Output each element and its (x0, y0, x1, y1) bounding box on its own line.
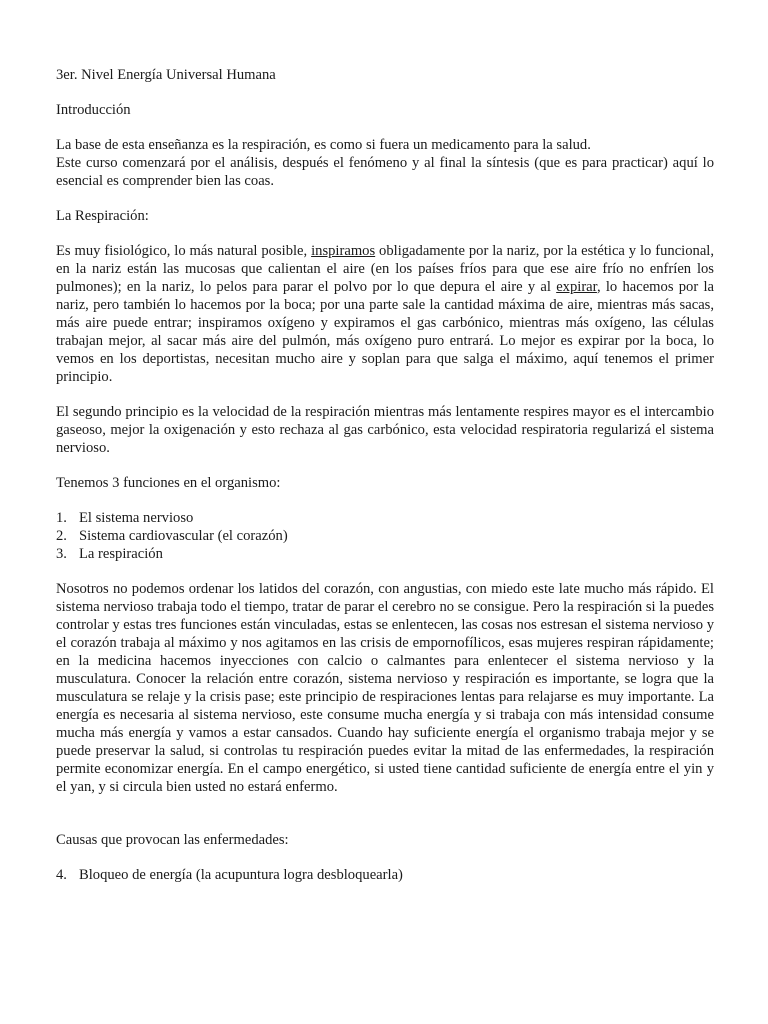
underlined-word-inspiramos: inspiramos (311, 243, 376, 259)
list-text: Bloqueo de energía (la acupuntura logra desbloquearla) (79, 867, 403, 883)
list-text: El sistema nervioso (79, 510, 194, 526)
intro-heading: Introducción (56, 102, 131, 118)
respiration-heading: La Respiración: (56, 208, 149, 224)
respiration-text-a: Es muy fisiológico, lo más natural posible, (56, 243, 312, 259)
underlined-word-expirar: expirar (556, 279, 597, 295)
functions-list (56, 509, 714, 563)
long-paragraph: Nosotros no podemos ordenar los latidos del corazón, con angustias, con miedo este late mucho más rápido. El sistema nervioso trabaja todo el tiempo, tratar de parar el cerebro no se consigue. Pero la respiración si la puedes controlar y estas tres funciones están vinculadas, estas se enlentecen, las cosas nos estresan el sistema nervioso y el corazón trabaja al máximo y nos agitamos en las crisis de empornofílicos, esas mujeres respiran rápidamente; en la medicina hacemos inyecciones con calcio o calmantes para enlentecer el sistema nervioso y la musculatura. Conocer la relación entre corazón, sistema nervioso y respiración es importante, se logra que la musculatura se relaje y la crisis pase; este principio de respiraciones lentas para relajarse es muy importante. La energía es necesaria al sistema nervioso, este consume mucha energía y si trabaja con más intensidad consume mucha más energía y vamos a estar cansados. Cuando hay suficiente energía el organismo trabaja mejor y se puede preservar la salud, si controlas tu respiración puedes evitar la mitad de las enfermedades, la respiración permite economizar energía. En el campo energético, si usted tiene cantidad suficiente de energía entre el yin y el yan, y si circula bien usted no estará enfermo. (56, 581, 714, 795)
spacer (56, 813, 714, 831)
respiration-text-b: obligadamente por la nariz, por la estética y lo funcional, en la nariz están las mucosas que calientan el aire (en los países fríos para que ese aire frío no enfríen los pulmones); en la nariz, lo pelos para parar el polvo por lo que depura el aire y al (56, 243, 714, 295)
list-text: Sistema cardiovascular (el corazón) (79, 528, 288, 544)
list-text: La respiración (79, 546, 163, 562)
list-item (56, 866, 714, 884)
document-title: 3er. Nivel Energía Universal Humana (56, 67, 276, 83)
second-principle-paragraph: El segundo principio es la velocidad de la respiración mientras más lentamente respires mayor es el intercambio gaseoso, mejor la oxigenación y esto rechaza al gas carbónico, esta velocidad respiratoria regularizá el sistema nervioso. (56, 404, 714, 456)
list-item (56, 527, 714, 545)
list-number: 2. (56, 528, 67, 544)
causes-list (56, 866, 714, 884)
list-item (56, 509, 714, 527)
intro-line-2: Este curso comenzará por el análisis, después el fenómeno y al final la síntesis (que es para practicar) aquí lo esencial es comprender bien las coas. (56, 155, 714, 189)
respiration-text-c: , lo hacemos por la nariz, pero también lo hacemos por la boca; por una parte sale la cantidad máxima de aire, mientras más sacas, más aire puede entrar; inspiramos oxígeno y expiramos el gas carbónico, mientras más oxígeno, las células trabajan mejor, al sacar más aire del pulmón, más oxígeno puro entrará. Lo mejor es expirar por la boca, lo vemos en los deportistas, necesitan mucho aire y soplan para que salga el máximo, aquí tenemos el primer principio. (56, 279, 714, 385)
list-number: 1. (56, 510, 67, 526)
list-number: 4. (56, 867, 67, 883)
respiration-paragraph (56, 242, 714, 386)
intro-paragraph (56, 136, 714, 190)
functions-intro: Tenemos 3 funciones en el organismo: (56, 475, 281, 491)
causes-heading: Causas que provocan las enfermedades: (56, 832, 289, 848)
list-number: 3. (56, 546, 67, 562)
document-page (56, 66, 714, 901)
intro-line-1: La base de esta enseñanza es la respiración, es como si fuera un medicamento para la salud. (56, 137, 591, 153)
list-item (56, 545, 714, 563)
